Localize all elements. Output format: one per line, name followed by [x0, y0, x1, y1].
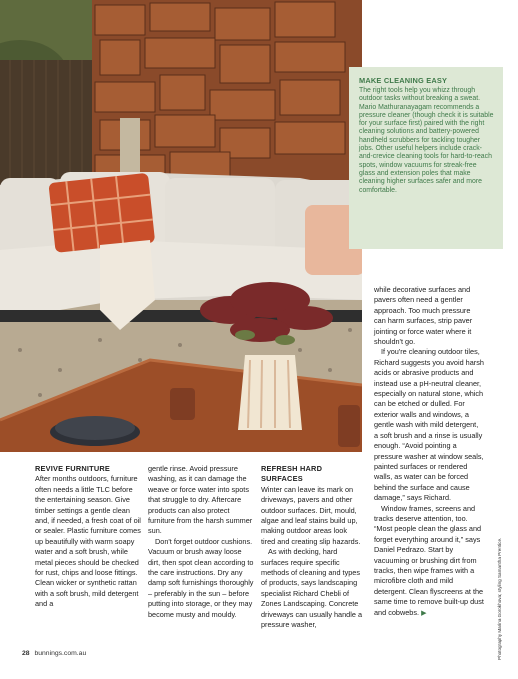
site-url: bunnings.com.au [34, 650, 87, 657]
col4-paragraph-1: while decorative surfaces and pavers often need a gentler approach. Too much pressure can harm surfaces, strip paver jointing or force water where it shouldn't go. [374, 285, 473, 347]
col4-paragraph-2: If you're cleaning outdoor tiles, Richard suggests you avoid harsh acids or abrasive products and instead use a pH-neutral cleaner, especially on natural stone, which can be etched or dulled. For exterior walls and windows, a gentle wash with mild detergent, a soft brush and a rinse is usually enough. “Avoid pointing a pressure washer at window seals, painted surfaces or rendered walls, as water can be forced behind the surface and cause damage,” says Richard. [374, 347, 484, 503]
column-4 [374, 285, 484, 619]
photo-credit: Photography Marina Gorokhova; styling Samantha Prentice. [497, 537, 502, 660]
hero-photo [0, 0, 362, 452]
column-3 [261, 464, 363, 631]
col4-paragraph-3: Window frames, screens and tracks deserve attention, too. “Most people clean the glass and forget everything around it,” says Daniel Pedrazo. Start by vacuuming or brushing dirt from tracks, then wipe frames with a microfibre cloth and mild detergent. Clean flyscreens at the same time to remove built-up dust and cobwebs. [374, 503, 484, 617]
sidebar-body: The right tools help you whizz through outdoor tasks without breaking a sweat. Mario Mathuranayagam recommends a pressure cleaner (though check it is suitable for your surface first) paired with the right cleaning solutions and battery-powered handheld scrubbers for tackling tougher jobs. Other useful helpers include crack-and-crevice cleaning tools for hard-to-reach spots, window vacuums for streak-free glass and extension poles that make cleaning higher surfaces safer and more comfortable. [359, 87, 494, 194]
column-2 [148, 464, 254, 620]
col2-paragraph-1: gentle rinse. Avoid pressure washing, as it can damage the weave or force water into spots that struggle to dry. Aftercare products can also protect furniture from the harsh summer sun. [148, 464, 253, 536]
refresh-hard-surfaces-heading: REFRESH HARD SURFACES [261, 464, 323, 484]
col3-paragraph-2: As with decking, hard surfaces require specific methods of cleaning and types of products, says landscaping specialist Richard Chebli of Zones Landscaping. Concrete driveways can usually handle a pressure washer, [261, 547, 362, 630]
page-number: 28 [22, 650, 30, 657]
page-footer [22, 650, 86, 657]
make-cleaning-easy-box [349, 67, 503, 249]
end-arrow-icon: ▶ [421, 609, 427, 617]
sidebar-title: MAKE CLEANING EASY [359, 76, 448, 85]
revive-furniture-heading: REVIVE FURNITURE [35, 464, 111, 473]
col3-paragraph-1: Winter can leave its mark on driveways, pavers and other outdoor surfaces. Dirt, mould, algae and leaf stains build up, making outdoor areas look tired and creating slip hazards. [261, 484, 361, 546]
column-1 [35, 464, 141, 610]
col2-paragraph-2: Don't forget outdoor cushions. Vacuum or brush away loose dirt, then spot clean according to the care instructions. Dry any damp soft furnishings thoroughly – preferably in the sun – before putting into storage, or they may become musty and mouldy. [148, 536, 254, 619]
col1-paragraph-1: After months outdoors, furniture often needs a little TLC before the entertaining season. Give timber settings a gentle clean and, if needed, a fresh coat of oil or sealer. Plastic furniture comes up beautifully with warm soapy water and a soft brush, while metal pieces should be checked for rust, chips and loose fittings. Clean wicker or synthetic rattan with a soft brush, mild detergent and a [35, 474, 141, 609]
